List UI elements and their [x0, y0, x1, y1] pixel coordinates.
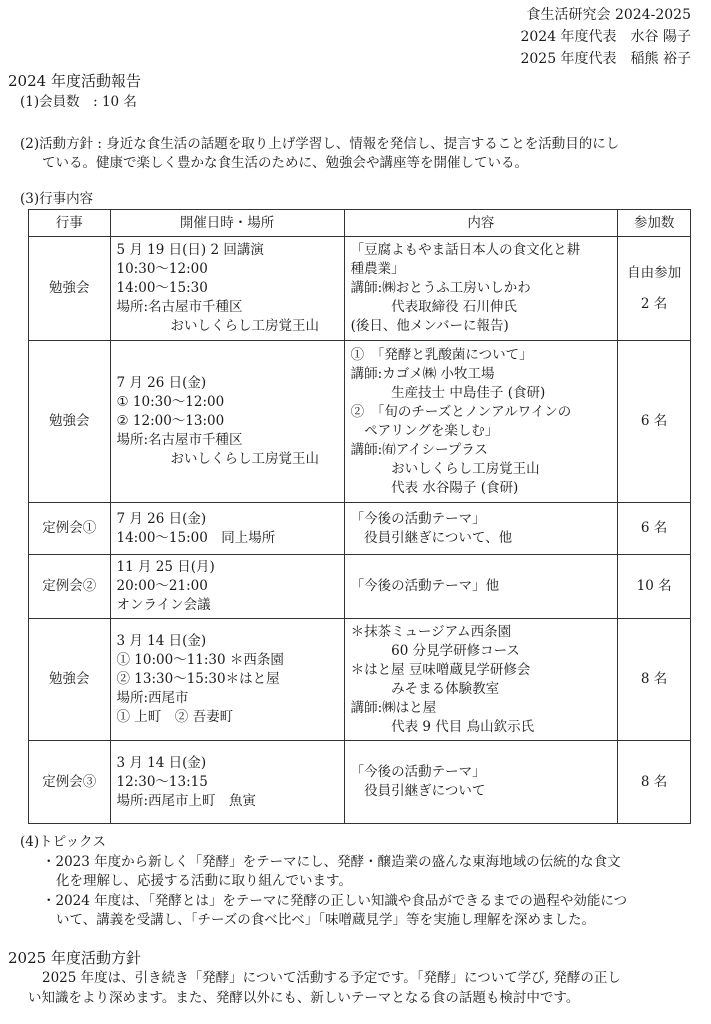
event-type: 勉強会 — [29, 237, 111, 341]
content-line: 講師:㈱はと屋 — [350, 699, 437, 716]
topic-2-line-1: ・2024 年度は、「発酵とは」をテーマに発酵の正しい知識や食品ができるまでの過程や効能につ — [42, 893, 628, 909]
plan-line-1: 2025 年度は、引き続き「発酵」について活動する予定です。「発酵」について学び, 発酵の正し — [42, 970, 621, 986]
content-line: 「豆腐よもやま話日本人の食文化と耕 — [350, 242, 581, 258]
event-participants: 8 名 — [618, 619, 691, 741]
event-content — [344, 341, 618, 503]
datetime-line: おいしくらし工房覚王山 — [170, 318, 319, 334]
topic-2-line-2: いて、講義を受講し、「チーズの食べ比べ」「味噌蔵見学」等を実施し理解を深めました。 — [56, 912, 596, 928]
org-name: 食生活研究会 2024-2025 — [526, 7, 691, 23]
event-participants: 6 名 — [618, 503, 691, 555]
datetime-line: 14:00～15:00 同上場所 — [116, 529, 276, 546]
event-datetime — [110, 503, 344, 555]
table-row — [29, 503, 691, 555]
datetime-line: 14:00～15:30 — [116, 280, 208, 296]
content-line: 生産技士 中島佳子 (食研) — [391, 384, 546, 401]
datetime-line: ② 13:30～15:30＊はと屋 — [116, 671, 280, 687]
datetime-line: 5 月 19 日(日) 2 回講演 — [116, 242, 264, 258]
content-line: 講師:カゴメ㈱ 小牧工場 — [350, 365, 495, 382]
content-line: 「今後の活動テーマ」 — [350, 764, 486, 780]
policy-line-1: (2)活動方針 : 身近な食生活の話題を取り上げ学習し、情報を発信し、提言することを活動目的にし — [20, 136, 620, 152]
topic-1-line-2: 化を理解し、応援する活動に取り組んでいます。 — [56, 873, 352, 889]
event-participants: 8 名 — [618, 741, 691, 824]
datetime-line: オンライン会議 — [116, 597, 211, 613]
events-table — [28, 209, 691, 824]
representative-2025: 2025 年度代表 稲熊 裕子 — [520, 51, 691, 67]
event-content — [344, 619, 618, 741]
datetime-line: 10:30～12:00 — [116, 261, 208, 277]
participants-line: 自由参加 — [627, 264, 682, 281]
content-line: ペアリングを楽しむ」 — [364, 422, 499, 439]
table-header-row — [29, 210, 691, 237]
table-row — [29, 619, 691, 741]
datetime-line: 11 月 25 日(月) — [116, 559, 215, 575]
content-line: 講師:㈲アイシープラス — [350, 441, 488, 458]
content-line: おいしくらし工房覚王山 — [391, 460, 540, 477]
table-row — [29, 741, 691, 824]
event-datetime — [110, 237, 344, 341]
event-content — [344, 555, 618, 619]
datetime-line: ② 12:00～13:00 — [116, 413, 225, 429]
datetime-line: 場所:名古屋市千種区 — [116, 432, 243, 448]
topics-heading: (4)トピックス — [20, 834, 106, 850]
table-row — [29, 555, 691, 619]
event-participants — [618, 237, 691, 341]
participants-line: 2 名 — [640, 295, 668, 312]
event-type: 定例会③ — [29, 741, 111, 824]
plan-line-2: い知識をより深めます。また、発酵以外にも、新しいテーマとなる食の話題も検討中です。 — [28, 990, 580, 1006]
datetime-line: ① 10:00～11:30 ＊西条園 — [116, 652, 284, 668]
content-line: 代表 9 代目 鳥山欽示氏 — [391, 718, 535, 735]
content-line: みそまる体験教室 — [391, 680, 500, 697]
content-line: 講師:㈱おとうふ工房いしかわ — [350, 280, 531, 296]
member-count: (1)会員数 : 10 名 — [20, 94, 137, 110]
content-line: ＊はと屋 豆味噌蔵見学研修会 — [350, 661, 531, 678]
datetime-line: 場所:西尾市上町 魚寅 — [116, 792, 257, 809]
event-participants: 10 名 — [618, 555, 691, 619]
datetime-line: 7 月 26 日(金) — [116, 375, 207, 391]
content-line: 代表 水谷陽子 (食研) — [391, 479, 519, 496]
representative-2024: 2024 年度代表 水谷 陽子 — [520, 29, 691, 45]
event-content — [344, 237, 618, 341]
event-participants: 6 名 — [618, 341, 691, 503]
event-type: 勉強会 — [29, 341, 111, 503]
content-line: 60 分見学研修コース — [391, 642, 520, 659]
document-header — [520, 4, 691, 70]
content-line: 代表取締役 石川伸氏 — [391, 299, 517, 315]
table-row — [29, 237, 691, 341]
datetime-line: 12:30～13:15 — [116, 773, 208, 790]
table-row — [29, 341, 691, 503]
datetime-line: ① 上町 ② 吾妻町 — [116, 709, 234, 725]
plan-title: 2025 年度活動方針 — [8, 949, 141, 967]
content-line: ② 「旬のチーズとノンアルワインの — [350, 403, 572, 420]
event-datetime — [110, 341, 344, 503]
content-line: 役員引継ぎについて、他 — [364, 529, 513, 546]
event-content — [344, 503, 618, 555]
datetime-line: 7 月 26 日(金) — [116, 510, 207, 527]
event-datetime — [110, 741, 344, 824]
content-line: (後日、他メンバーに報告) — [350, 318, 509, 334]
header-event: 行事 — [29, 210, 111, 237]
events-heading: (3)行事内容 — [20, 191, 94, 207]
topic-1-line-1: ・2023 年度から新しく「発酵」をテーマにし、発酵・醸造業の盛んな東海地域の伝統的な食文 — [42, 854, 621, 870]
event-content — [344, 741, 618, 824]
content-line: 「今後の活動テーマ」 — [350, 510, 486, 527]
datetime-line: 20:00～21:00 — [116, 578, 208, 594]
policy-line-2: ている。健康で楽しく豊かな食生活のために、勉強会や講座等を開催している。 — [42, 155, 528, 171]
event-type: 定例会② — [29, 555, 111, 619]
content-line: 「今後の活動テーマ」他 — [350, 578, 500, 594]
datetime-line: ① 10:30～12:00 — [116, 394, 225, 410]
header-participants: 参加数 — [618, 210, 691, 237]
content-line: 種農業」 — [350, 261, 405, 277]
datetime-line: 場所:名古屋市千種区 — [116, 299, 243, 315]
event-type: 定例会① — [29, 503, 111, 555]
event-datetime — [110, 555, 344, 619]
header-content: 内容 — [344, 210, 618, 237]
content-line: ① 「発酵と乳酸菌について」 — [350, 346, 533, 363]
event-datetime — [110, 619, 344, 741]
report-title: 2024 年度活動報告 — [8, 72, 141, 90]
content-line: 役員引継ぎについて — [364, 783, 486, 799]
event-type: 勉強会 — [29, 619, 111, 741]
datetime-line: 3 月 14 日(金) — [116, 754, 207, 771]
datetime-line: おいしくらし工房覚王山 — [170, 451, 319, 467]
datetime-line: 3 月 14 日(金) — [116, 633, 207, 649]
datetime-line: 場所:西尾市 — [116, 690, 189, 706]
header-datetime: 開催日時・場所 — [110, 210, 344, 237]
content-line: ＊抹茶ミュージアム西条園 — [350, 623, 512, 640]
